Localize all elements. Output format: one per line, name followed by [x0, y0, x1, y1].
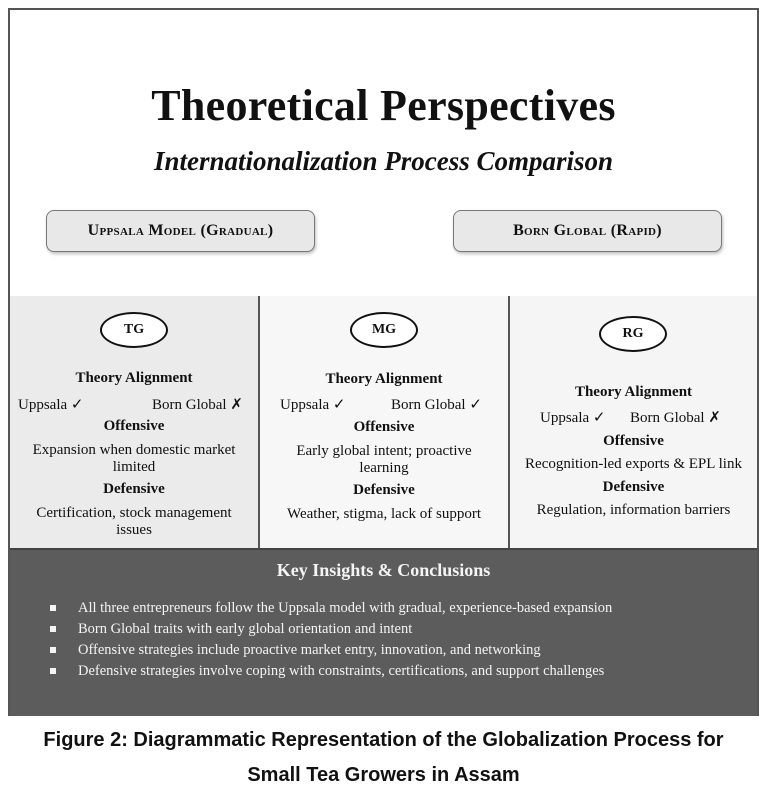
bullet-icon — [50, 626, 56, 632]
mg-born-global-status: Born Global ✓ — [391, 397, 482, 413]
mg-defensive-heading: Defensive — [353, 482, 415, 498]
diagram-title: Theoretical Perspectives — [151, 81, 616, 130]
mg-uppsala-status: Uppsala ✓ — [280, 397, 346, 413]
insight-item — [46, 661, 612, 682]
rg-theory-alignment-heading: Theory Alignment — [574, 384, 693, 400]
mg-offensive-heading: Offensive — [353, 419, 415, 435]
rg-defensive-heading: Defensive — [602, 479, 665, 495]
key-insights-panel — [10, 548, 757, 716]
born-global-model-box: Born Global (Rapid) — [453, 210, 722, 252]
figure-caption-line-2: Small Tea Growers in Assam — [247, 764, 520, 786]
insight-item — [46, 598, 612, 619]
figure-caption-line-1: Figure 2: Diagrammatic Representation of the Globalization Process for — [43, 729, 724, 751]
tg-offensive-text: Expansion when domestic market limited — [32, 442, 236, 475]
bullet-icon — [50, 647, 56, 653]
rg-uppsala-status: Uppsala ✓ — [540, 410, 606, 426]
rg-offensive-text: Recognition-led exports & EPL link — [525, 456, 742, 472]
header-panel — [10, 10, 757, 298]
bullet-icon — [50, 668, 56, 674]
mg-offensive-text: Early global intent; proactive learning — [296, 443, 472, 476]
insight-text: Offensive strategies include proactive market entry, innovation, and networking — [78, 642, 541, 658]
tg-badge: TG — [100, 312, 168, 348]
column-tg — [10, 296, 260, 548]
mg-defensive-text: Weather, stigma, lack of support — [287, 506, 481, 522]
insight-text: Born Global traits with early global orientation and intent — [78, 621, 413, 637]
key-insights-title: Key Insights & Conclusions — [276, 560, 491, 580]
insight-item — [46, 619, 612, 640]
tg-uppsala-status: Uppsala ✓ — [18, 397, 84, 413]
tg-born-global-status: Born Global ✗ — [152, 397, 243, 413]
mg-badge: MG — [350, 312, 418, 348]
rg-born-global-status: Born Global ✗ — [630, 410, 721, 426]
tg-defensive-text: Certification, stock management issues — [36, 505, 232, 538]
insight-text: All three entrepreneurs follow the Uppsala model with gradual, experience-based expansion — [78, 600, 613, 616]
tg-offensive-heading: Offensive — [103, 418, 165, 434]
rg-defensive-text: Regulation, information barriers — [536, 502, 731, 518]
rg-badge: RG — [599, 316, 667, 352]
grower-columns — [10, 296, 757, 548]
diagram-frame — [8, 8, 759, 716]
key-insights-list — [46, 598, 612, 682]
diagram-subtitle: Internationalization Process Comparison — [153, 146, 614, 176]
column-mg — [260, 296, 510, 548]
insight-text: Defensive strategies involve coping with constraints, certifications, and support challenges — [78, 663, 605, 679]
rg-offensive-heading: Offensive — [603, 433, 664, 449]
mg-theory-alignment-heading: Theory Alignment — [325, 371, 443, 387]
uppsala-model-box: Uppsala Model (Gradual) — [46, 210, 315, 252]
tg-theory-alignment-heading: Theory Alignment — [75, 370, 193, 386]
bullet-icon — [50, 605, 56, 611]
insight-item — [46, 640, 612, 661]
tg-defensive-heading: Defensive — [103, 481, 165, 497]
column-rg — [510, 296, 757, 548]
